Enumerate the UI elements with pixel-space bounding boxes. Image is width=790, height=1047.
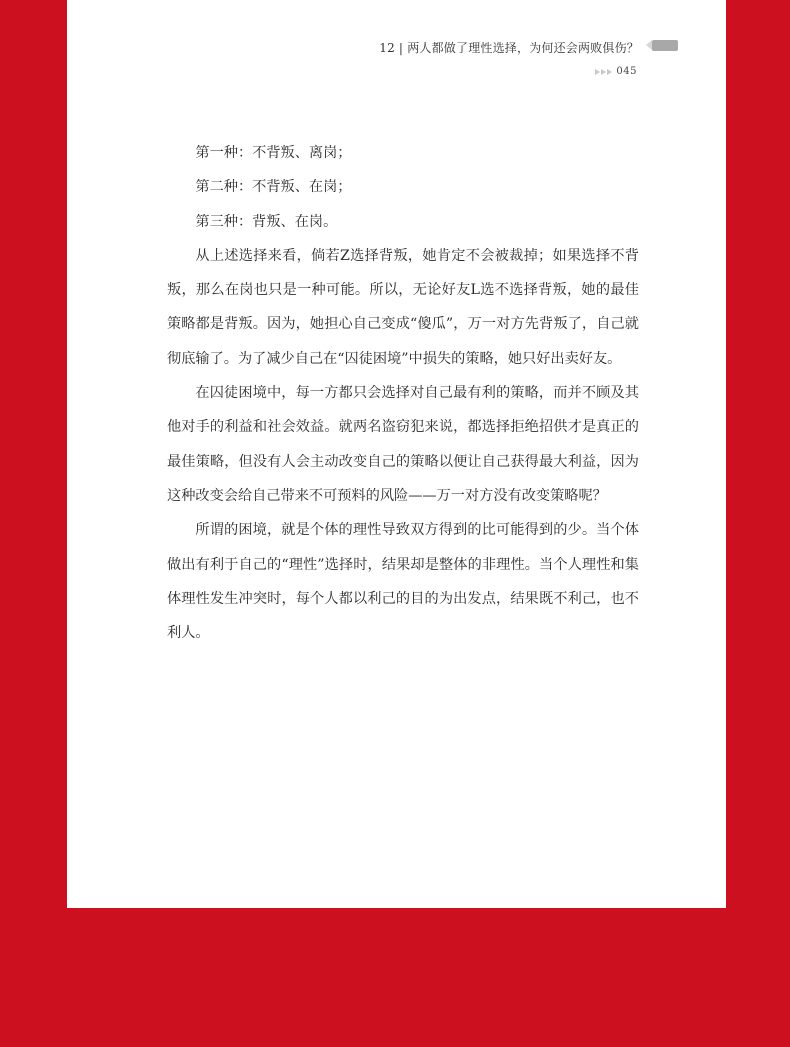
page-number-row bbox=[595, 66, 637, 77]
paragraph: 从上述选择来看，倘若Z选择背叛，她肯定不会被裁掉；如果选择不背叛，那么在岗也只是一种可能。所以，无论好友L选不选择背叛，她的最佳策略都是背叛。因为，她担心自己变成“傻瓜”，万一对方先背叛了，自己就彻底输了。为了减少自己在“囚徒困境”中损失的策略，她只好出卖好友。 bbox=[167, 247, 639, 367]
paragraph: 第二种：不背叛、在岗； bbox=[195, 179, 352, 196]
body-text bbox=[167, 136, 639, 650]
paragraph: 所谓的困境，就是个体的理性导致双方得到的比可能得到的少。当个体做出有利于自己的“理性”选择时，结果却是整体的非理性。当个人理性和集体理性发生冲突时，每个人都以利己的目的为出发点，结果既不利己，也不利人。 bbox=[167, 522, 639, 642]
paragraph: 在囚徒困境中，每一方都只会选择对自己最有利的策略，而并不顾及其他对手的利益和社会效益。就两名盗窃犯来说，都选择拒绝招供才是真正的最佳策略，但没有人会主动改变自己的策略以便让自己获得最大利益，因为这种改变会给自己带来不可预料的风险——万一对方没有改变策略呢？ bbox=[167, 385, 639, 504]
running-header: 12 | 两人都做了理性选择，为何还会两败俱伤？ bbox=[379, 41, 639, 55]
paragraph: 第一种：不背叛、离岗； bbox=[195, 145, 352, 161]
page-number: 045 bbox=[616, 66, 637, 77]
paragraph: 第三种：背叛、在岗。 bbox=[195, 213, 338, 230]
arrow-decoration-icon bbox=[595, 69, 612, 75]
header-tab-marker bbox=[652, 40, 678, 51]
book-page bbox=[67, 0, 726, 908]
